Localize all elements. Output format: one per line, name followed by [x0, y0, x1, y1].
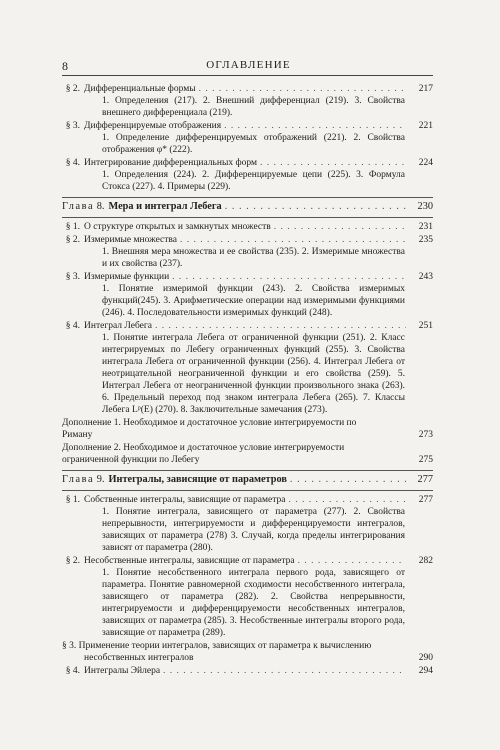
- section-title: Интегрирование дифференциальных форм: [84, 158, 257, 168]
- dot-leader: [288, 494, 406, 506]
- section-page: 251: [418, 321, 433, 331]
- toc-section: [62, 494, 433, 554]
- page-title: ОГЛАВЛЕНИЕ: [206, 59, 291, 71]
- toc-appendix: [62, 417, 433, 441]
- section-number: § 4.: [65, 666, 80, 676]
- chapter-number: 9.: [96, 474, 105, 485]
- section-title: Несобственные интегралы, зависящие от параметра: [84, 556, 295, 566]
- section-subtopics: 1. Понятие интеграла, зависящего от параметра (277). 2. Свойства непрерывности, интегрируемости и дифференцируемости интегралов, зависящих от параметра (278) 3. Случай, когда пределы интегрирования зависят от параметра (280).: [102, 507, 405, 553]
- section-title: О структуре открытых и замкнутых множеств: [84, 222, 271, 232]
- section-number: § 3.: [65, 272, 80, 282]
- section-page: 282: [418, 556, 433, 566]
- section-title: Измеримые функции: [84, 272, 170, 282]
- toc-section: [62, 83, 433, 119]
- dot-leader: [163, 665, 406, 677]
- section-title: Интеграл Лебега: [84, 321, 153, 331]
- chapter-rule: [62, 197, 433, 198]
- chapter-number: 8.: [96, 201, 105, 212]
- section-title: Измеримые множества: [84, 235, 177, 245]
- section-title: Собственные интегралы, зависящие от параметра: [84, 495, 286, 505]
- section-page: 235: [418, 235, 433, 245]
- section-subtopics: 1. Определения (224). 2. Дифференцируемые цепи (225). 3. Формула Стокса (227). 4. Примеры (229).: [102, 170, 405, 192]
- appendix-title: Дополнение 2. Необходимое и достаточное условие интегрируемости ограниченной функции по Лебегу: [62, 443, 345, 465]
- section-page: 217: [418, 84, 433, 94]
- section-number: § 2.: [65, 84, 80, 94]
- header-rule: [62, 75, 433, 76]
- table-of-contents: [62, 83, 433, 678]
- dot-leader: [180, 234, 406, 246]
- dot-leader: [274, 221, 406, 233]
- chapter-title: Мера и интеграл Лебега: [108, 201, 222, 212]
- section-subtopics: 1. Внешняя мера множества и ее свойства (235). 2. Измеримые множества и их свойства (237).: [102, 247, 405, 269]
- section-number: § 2.: [65, 235, 80, 245]
- section-number: § 3.: [62, 641, 77, 651]
- toc-section: [62, 271, 433, 319]
- chapter-word: Глава: [62, 474, 95, 485]
- dot-leader: [298, 555, 406, 567]
- dot-leader: [290, 474, 406, 486]
- running-header: [62, 59, 435, 73]
- chapter-page: 277: [417, 474, 433, 485]
- chapter-rule: [62, 470, 433, 471]
- section-subtopics: 1. Определение дифференцируемых отображений (221). 2. Свойства отображения φ* (222).: [102, 133, 405, 155]
- section-subtopics: 1. Определения (217). 2. Внешний дифференциал (219). 3. Свойства внешнего дифференциала (219).: [102, 96, 405, 118]
- dot-leader: [199, 83, 406, 95]
- section-number: § 2.: [65, 556, 80, 566]
- section-number: § 4.: [65, 321, 80, 331]
- section-subtopics: 1. Понятие интеграла Лебега от ограниченной функции (251). 2. Класс интегрируемых по Лебегу ограниченных функций (255). 3. Свойства интеграла Лебега от ограниченной функции (256). 4. Интеграл Лебега от неотрицательной неограниченной функции и его свойства (259). 5. Интеграл Лебега от неограниченной функции произвольного знака (263). 6. Предельный переход под знаком интеграла Лебега (265). 7. Классы Лебега Lᵖ(E) (270). 8. Заключительные замечания (273).: [102, 333, 405, 415]
- chapter-page: 230: [417, 201, 433, 212]
- dot-leader: [155, 320, 406, 332]
- dot-leader: [225, 201, 406, 213]
- dot-leader: [224, 120, 406, 132]
- section-number: § 1.: [65, 495, 80, 505]
- section-page: 224: [418, 158, 433, 168]
- section-title: Дифференциальные формы: [84, 84, 196, 94]
- appendix-page: 273: [418, 430, 433, 440]
- section-number: § 4.: [65, 158, 80, 168]
- section-page: 294: [418, 666, 433, 676]
- section-subtopics: 1. Понятие несобственного интеграла первого рода, зависящего от параметра. Понятие равномерной сходимости несобственного интеграла, зависящего от параметра (282). 2. Свойства непрерывности, интегрируемости и дифференцируемости несобственных интегралов, зависящих от параметра (285). 3. Несобственные интегралы второго рода, зависящие от параметра (289).: [102, 568, 405, 638]
- chapter-word: Глава: [62, 201, 95, 212]
- section-page: 221: [418, 121, 433, 131]
- toc-appendix: [62, 442, 433, 466]
- section-page: 231: [418, 222, 433, 232]
- section-page: 277: [418, 495, 433, 505]
- dot-leader: [172, 271, 406, 283]
- toc-section: [62, 665, 433, 677]
- appendix-page: 275: [418, 455, 433, 465]
- toc-section: [62, 120, 433, 156]
- section-page: 243: [418, 272, 433, 282]
- section-page: 290: [418, 653, 433, 663]
- section-title: Интегралы Эйлера: [84, 666, 161, 676]
- chapter-rule: [62, 490, 433, 491]
- section-title: Дифференцируемые отображения: [84, 121, 222, 131]
- toc-section: [62, 221, 433, 233]
- section-number: § 3.: [65, 121, 80, 131]
- section-title-wrapped: [62, 640, 409, 664]
- chapter-rule: [62, 217, 433, 218]
- section-subtopics: 1. Понятие измеримой функции (243). 2. Свойства измеримых функций(245). 3. Арифметические операции над измеримыми функциями (246). 4. Последовательности измеримых функций (248).: [102, 284, 405, 318]
- chapter-8-heading: [62, 201, 433, 213]
- appendix-title: Дополнение 1. Необходимое и достаточное условие интегрируемости по Риману: [62, 418, 357, 440]
- section-number: § 1.: [65, 222, 80, 232]
- dot-leader: [260, 157, 406, 169]
- toc-section: [62, 157, 433, 193]
- toc-section: [62, 320, 433, 416]
- toc-section: [62, 640, 433, 664]
- page-number: 8: [62, 59, 68, 73]
- toc-section: [62, 234, 433, 270]
- chapter-title: Интегралы, зависящие от параметров: [108, 474, 287, 485]
- section-title: Применение теории интегралов, зависящих от параметра к вычислению несобственных интегралов: [78, 641, 372, 663]
- chapter-9-heading: [62, 474, 433, 486]
- toc-section: [62, 555, 433, 639]
